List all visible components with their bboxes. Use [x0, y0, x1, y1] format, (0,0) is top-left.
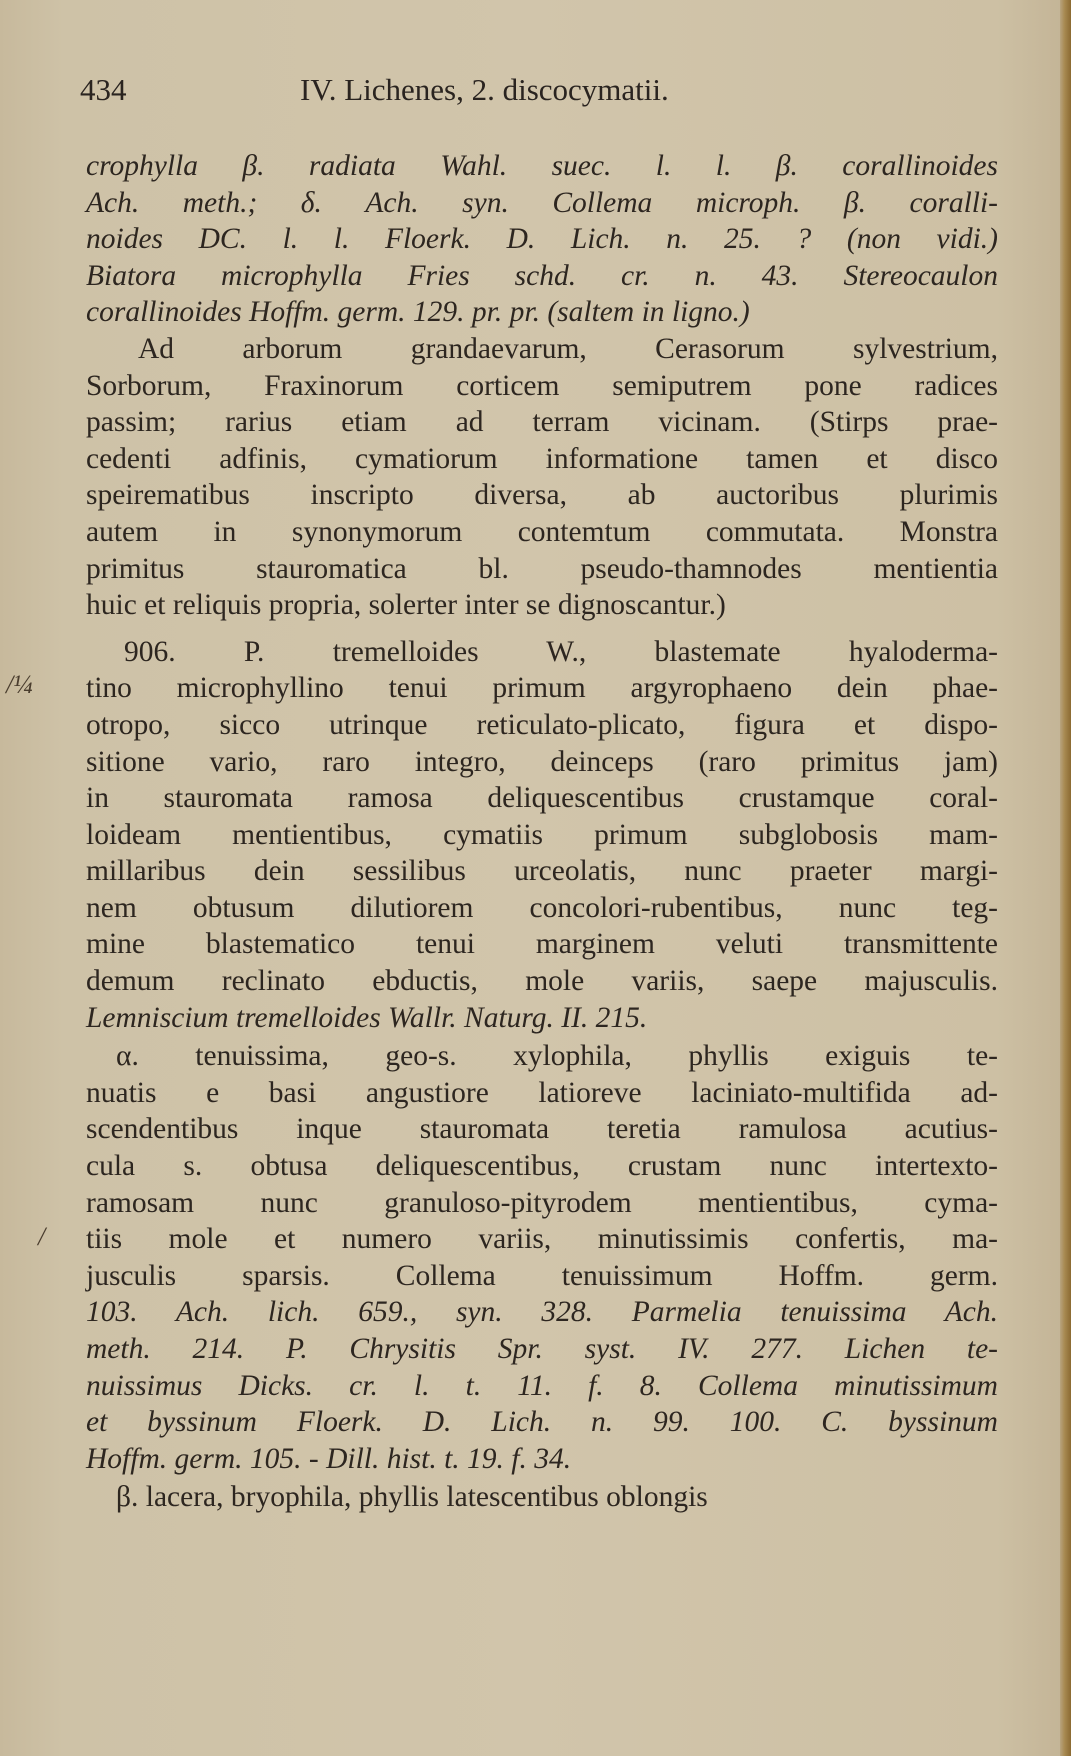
text-line: nuatis e basi angustiore latioreve laciniato-multifida ad-: [86, 1076, 998, 1109]
text-line: ramosam nunc granuloso-pityrodem mentientibus, cyma-: [86, 1186, 998, 1219]
text-line: Ad arborum grandaevarum, Cerasorum sylvestrium,: [138, 332, 998, 365]
text-line: otropo, sicco utrinque reticulato-plicato, figura et dispo-: [86, 708, 998, 741]
text-line: nuissimus Dicks. cr. l. t. 11. f. 8. Collema minutissimum: [86, 1369, 998, 1402]
text-line: scendentibus inque stauromata teretia ramulosa acutius-: [86, 1113, 998, 1146]
text-line: tino microphyllino tenui primum argyrophaeno dein phae-: [86, 672, 998, 705]
text-line: millaribus dein sessilibus urceolatis, nunc praeter margi-: [86, 855, 998, 888]
text-line: meth. 214. P. Chrysitis Spr. syst. IV. 277. Lichen te-: [86, 1333, 998, 1365]
text-line: Biatora microphylla Fries schd. cr. n. 43. Stereocaulon: [86, 259, 998, 292]
text-line: primitus stauromatica bl. pseudo-thamnodes mentientia: [86, 552, 998, 585]
text-line: Lemniscium tremelloides Wallr. Naturg. II. 215.: [86, 1001, 648, 1034]
text-line: β. lacera, bryophila, phyllis latescentibus oblongis: [116, 1481, 708, 1514]
text-line: mine blastematico tenui marginem veluti transmittente: [86, 928, 998, 961]
text-line: tiis mole et numero variis, minutissimis confertis, ma-: [86, 1223, 998, 1256]
page-number: 434: [80, 72, 127, 107]
text-line: et byssinum Floerk. D. Lich. n. 99. 100. C. byssinum: [86, 1406, 998, 1439]
running-header: [80, 72, 1000, 112]
text-line: jusculis sparsis. Collema tenuissimum Hoffm. germ.: [86, 1259, 998, 1292]
margin-note-1: /¼: [6, 670, 33, 699]
text-line: cula s. obtusa deliquescentibus, crustam nunc intertexto-: [86, 1150, 998, 1183]
text-line: speirematibus inscripto diversa, ab auctoribus plurimis: [86, 479, 998, 512]
text-line: 906. P. tremelloides W., blastemate hyaloderma-: [124, 635, 998, 668]
text-line: cedenti adfinis, cymatiorum informatione tamen et disco: [86, 442, 998, 475]
text-line: passim; rarius etiam ad terram vicinam. (Stirps prae-: [86, 406, 998, 439]
text-line: in stauromata ramosa deliquescentibus crustamque coral-: [86, 782, 998, 815]
text-line: Hoffm. germ. 105. - Dill. hist. t. 19. f. 34.: [86, 1442, 572, 1475]
body-text: [86, 148, 998, 1516]
text-line: demum reclinato ebductis, mole variis, saepe majusculis.: [86, 965, 998, 998]
margin-note-2: /: [38, 1222, 46, 1251]
running-head-title: IV. Lichenes, 2. discocymatii.: [300, 72, 669, 107]
text-line: loideam mentientibus, cymatiis primum subglobosis mam-: [86, 818, 998, 851]
text-line: Sorborum, Fraxinorum corticem semiputrem pone radices: [86, 369, 998, 402]
text-line: nem obtusum dilutiorem concolori-rubentibus, nunc teg-: [86, 891, 998, 924]
text-line: crophylla β. radiata Wahl. suec. l. l. β. corallinoides: [86, 150, 998, 182]
text-line: noides DC. l. l. Floerk. D. Lich. n. 25. ? (non vidi.): [86, 223, 998, 256]
text-line: corallinoides Hoffm. germ. 129. pr. pr. (saltem in ligno.): [86, 296, 750, 329]
text-line: sitione vario, raro integro, deinceps (raro primitus jam): [86, 745, 998, 778]
text-line: huic et reliquis propria, solerter inter se dignoscantur.): [86, 589, 726, 622]
text-line: α. tenuissima, geo-s. xylophila, phyllis exiguis te-: [116, 1040, 998, 1073]
text-line: autem in synonymorum contemtum commutata. Monstra: [86, 515, 998, 548]
page-edge: [1060, 0, 1071, 1756]
text-line: Ach. meth.; δ. Ach. syn. Collema microph. β. coralli-: [86, 186, 998, 219]
text-line: 103. Ach. lich. 659., syn. 328. Parmelia tenuissima Ach.: [86, 1296, 998, 1329]
